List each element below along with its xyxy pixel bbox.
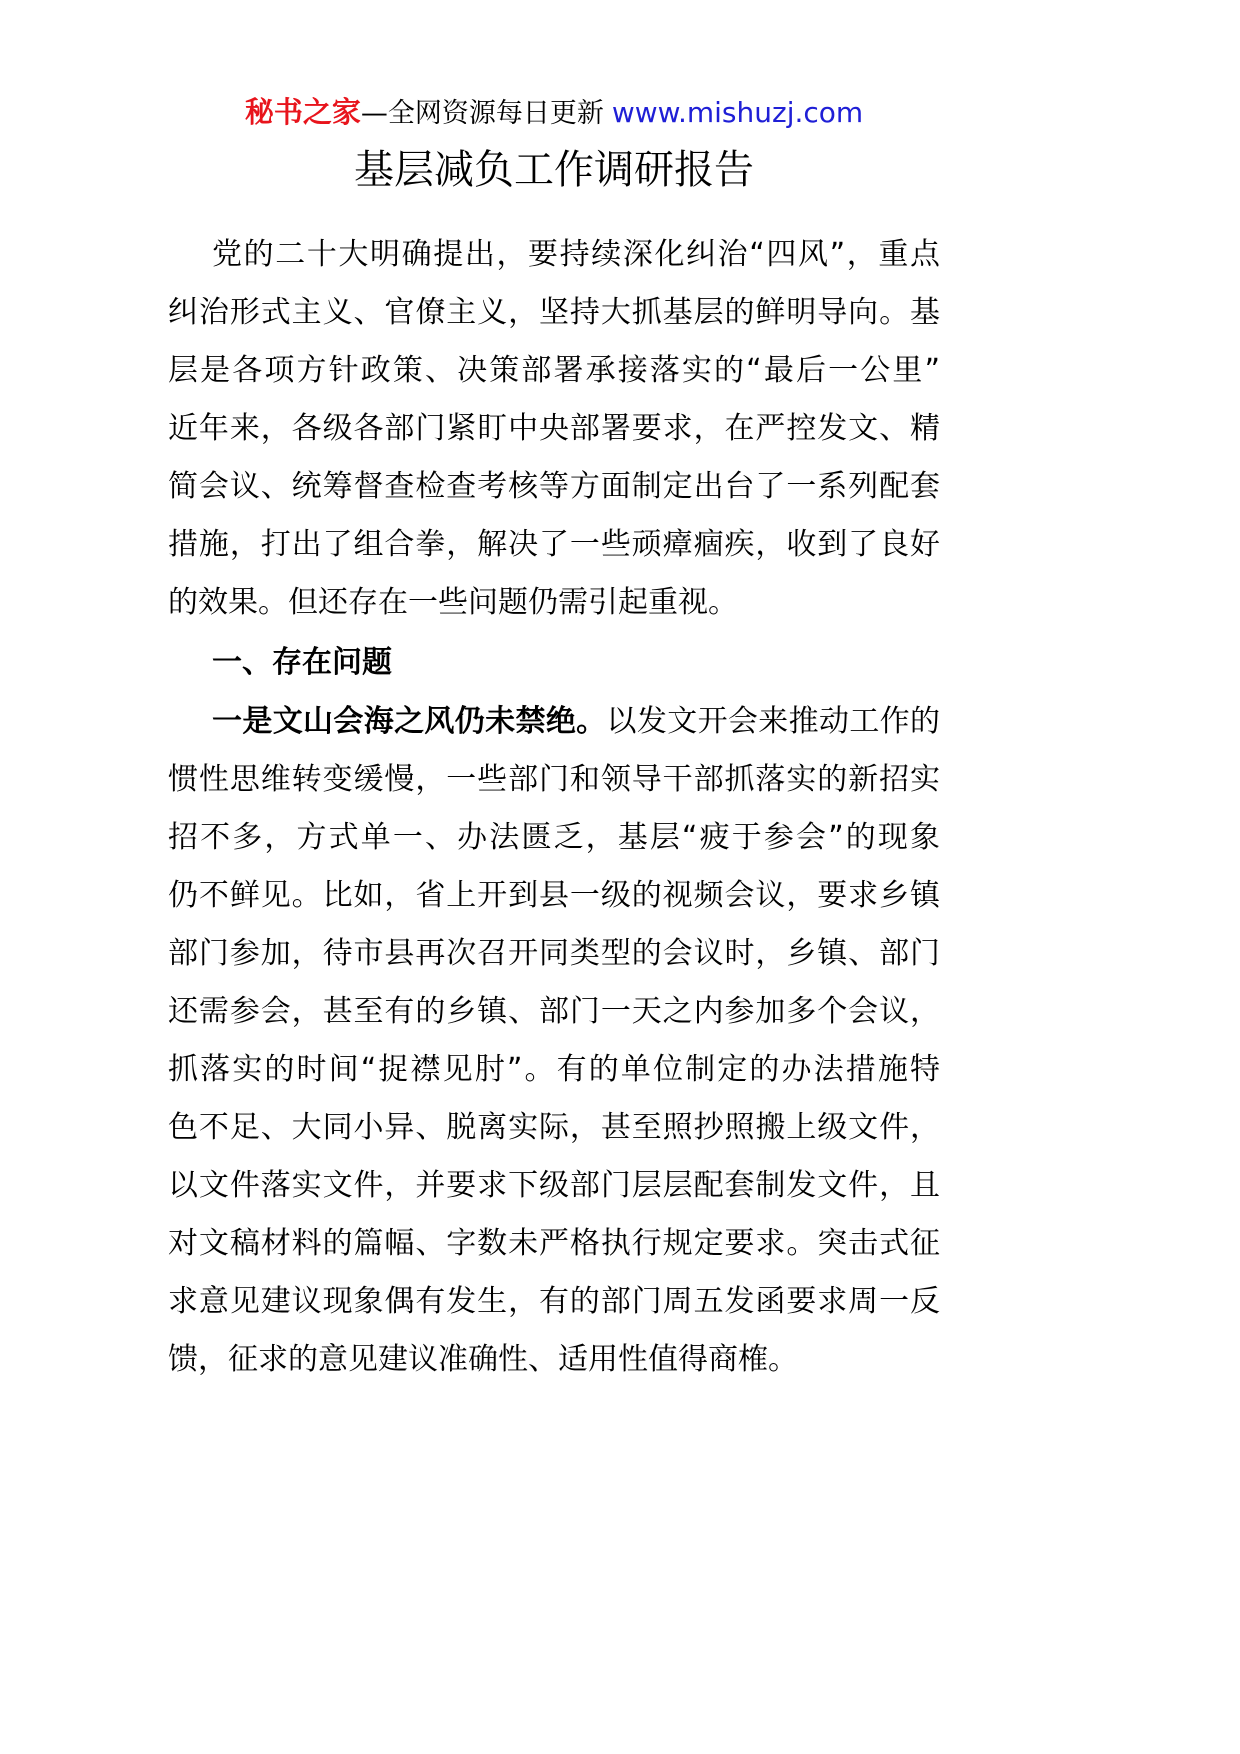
paragraph-line: 招不多，方式单一、办法匮乏，基层“疲于参会”的现象 <box>168 820 940 855</box>
site-tagline: —全网资源每日更新 <box>360 98 604 129</box>
paragraph-line: 抓落实的时间“捉襟见肘”。有的单位制定的办法措施特 <box>168 1052 940 1087</box>
paragraph-line <box>168 693 940 751</box>
paragraph-line: 馈，征求的意见建议准确性、适用性值得商榷。 <box>168 1342 798 1377</box>
paragraph-line: 党的二十大明确提出，要持续深化纠治“四风”，重点 <box>212 237 940 272</box>
paragraph-line: 求意见建议现象偶有发生，有的部门周五发函要求周一反 <box>168 1284 940 1319</box>
paragraph-line: 以文件落实文件，并要求下级部门层层配套制发文件，且 <box>168 1168 940 1203</box>
document-title: 基层减负工作调研报告 <box>354 147 754 193</box>
paragraph-line: 部门参加，待市县再次召开同类型的会议时，乡镇、部门 <box>168 936 940 971</box>
paragraph-line: 近年来，各级各部门紧盯中央部署要求，在严控发文、精 <box>168 411 940 446</box>
point-lead: 一是文山会海之风仍未禁绝。 <box>212 704 607 739</box>
site-header <box>168 92 940 132</box>
section-heading: 一、存在问题 <box>212 645 392 680</box>
paragraph-line: 简会议、统筹督查检查考核等方面制定出台了一系列配套 <box>168 469 940 504</box>
paragraph-line: 层是各项方针政策、决策部署承接落实的“最后一公里” <box>168 353 940 388</box>
paragraph-line: 措施，打出了组合拳，解决了一些顽瘴痼疾，收到了良好 <box>168 527 940 562</box>
paragraph-line: 还需参会，甚至有的乡镇、部门一天之内参加多个会议， <box>168 994 940 1029</box>
site-brand: 秘书之家 <box>244 95 361 129</box>
paragraph-line: 色不足、大同小异、脱离实际，甚至照抄照搬上级文件， <box>168 1110 940 1145</box>
point-lead-rest: 以发文开会来推动工作的 <box>606 704 940 739</box>
intro-paragraph <box>168 226 940 632</box>
paragraph-line: 的效果。但还存在一些问题仍需引起重视。 <box>168 585 738 620</box>
paragraph-line: 纠治形式主义、官僚主义，坚持大抓基层的鲜明导向。基 <box>168 295 940 330</box>
site-url: www.mishuzj.com <box>611 96 864 129</box>
paragraph-line: 对文稿材料的篇幅、字数未严格执行规定要求。突击式征 <box>168 1226 940 1261</box>
paragraph-line: 惯性思维转变缓慢，一些部门和领导干部抓落实的新招实 <box>168 762 940 797</box>
paragraph-line: 仍不鲜见。比如，省上开到县一级的视频会议，要求乡镇 <box>168 878 940 913</box>
point-paragraph <box>168 693 940 1389</box>
